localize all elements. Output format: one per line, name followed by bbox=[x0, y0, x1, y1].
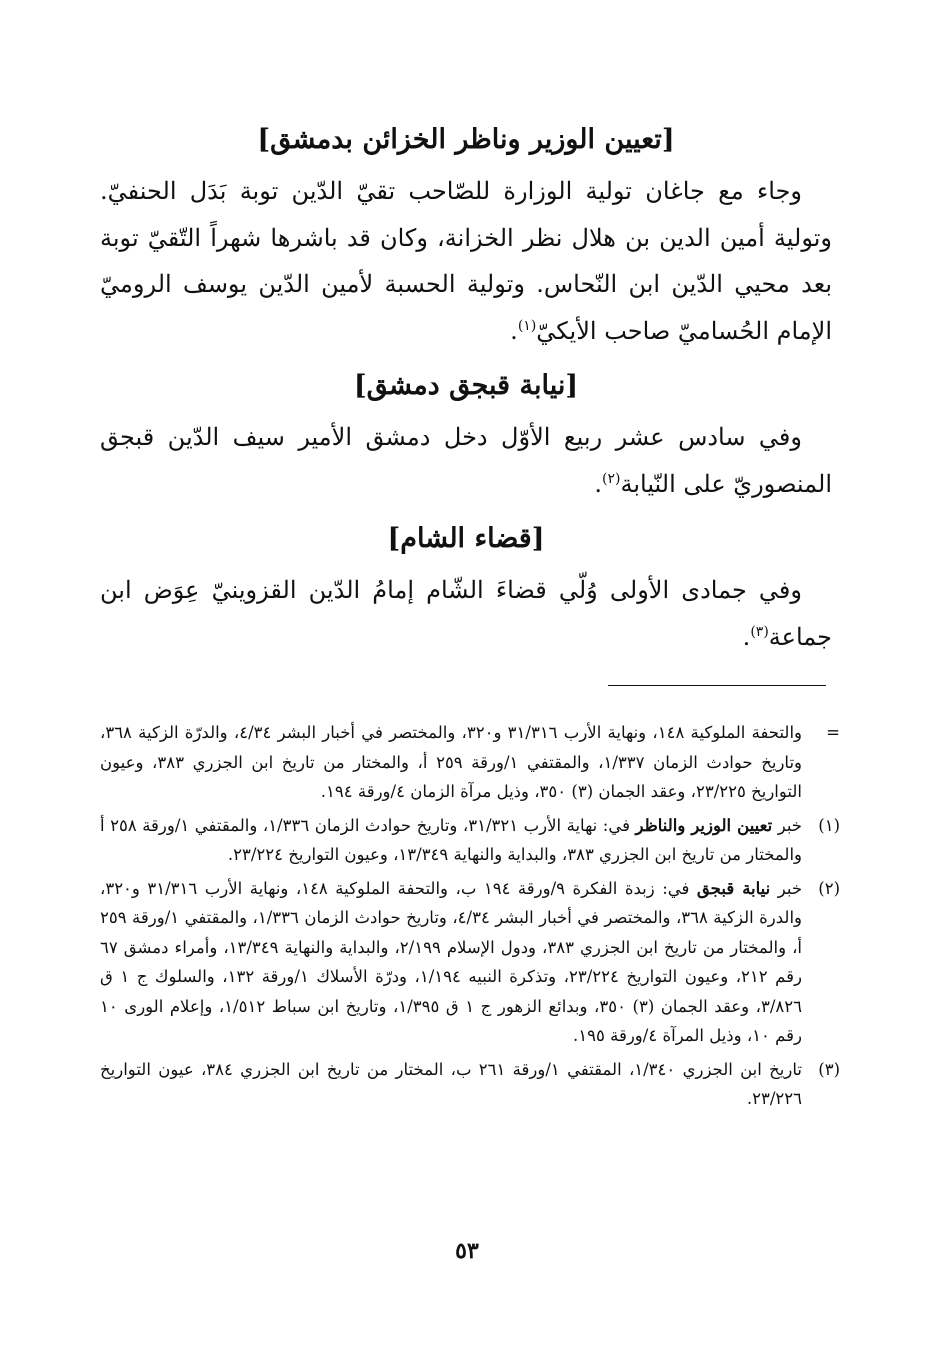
footnote-marker: (٣) bbox=[818, 1059, 840, 1079]
section-paragraph bbox=[100, 168, 832, 354]
paragraph-text: وفي سادس عشر ربيع الأوّل دخل دمشق الأمير سيف الدّين قبجق المنصوريّ على النّيابة bbox=[100, 423, 832, 498]
paragraph-text: وجاء مع جاغان تولية الوزارة للصّاحب تقيّ الدّين توبة بَدَل الحنفيّ. وتولية أمين الدين بن هلال نظر الخزانة، وكان قد باشرها شهراً التّقيّ توبة بعد محيي الدّين ابن النّحاس. وتولية الحسبة لأمين الدّين يوسف الروميّ الإمام الحُساميّ صاحب الأيكيّ bbox=[100, 177, 832, 345]
paragraph-end: . bbox=[594, 469, 602, 498]
footnote-topic: تعيين الوزير والناظر bbox=[635, 815, 773, 835]
footnote-1 bbox=[100, 811, 840, 870]
section-heading: [نيابة قبجق دمشق] bbox=[353, 370, 579, 401]
footnotes bbox=[100, 718, 840, 1118]
footnote-2 bbox=[100, 874, 840, 1051]
footnote-3 bbox=[100, 1055, 840, 1114]
footnote-reference[interactable]: (٣) bbox=[750, 623, 769, 640]
paragraph-end: . bbox=[742, 622, 751, 651]
section-paragraph bbox=[100, 414, 832, 507]
footnote-marker: (١) bbox=[818, 815, 840, 835]
footnote-separator bbox=[608, 685, 826, 686]
section-paragraph bbox=[100, 567, 832, 660]
footnote-text: والتحفة الملوكية ١٤٨، ونهاية الأرب ٣١/٣١٦ و٣٢٠، والمختصر في أخبار البشر ٤/٣٤، والدرّة الزكية ٣٦٨، وتاريخ حوادث الزمان ١/٣٣٧، والمقتفي ١/ورقة ٢٥٩ أ، والمختار من تاريخ ابن الجزري ٣٨٣، وعيون التواريخ ٢٣/٢٢٥، وعقد الجمان (٣) ٣٥٠، وذيل مرآة الزمان ٤/ورقة ١٩٤. bbox=[100, 723, 803, 801]
footnote-marker: (٢) bbox=[818, 878, 840, 898]
main-text bbox=[100, 120, 832, 672]
footnote-sources: في: زبدة الفكرة ٩/ورقة ١٩٤ ب، والتحفة الملوكية ١٤٨، ونهاية الأرب ٣١/٣١٦ و٣٢٠، والدرة الزكية ٣٦٨، والمختصر في أخبار البشر ٤/٣٤، وتاريخ حوادث الزمان ١/٣٣٦، والمقتفي ١/ورقة ٢٥٩ أ، والمختار من تاريخ ابن الجزري ٣٨٣، ودول الإسلام ٢/١٩٩، والبداية والنهاية ١٣/٣٤٩، وأمراء دمشق ٦٧ رقم ٢١٢، وعيون التواريخ ٢٣/٢٢٤، وتذكرة النبيه ١/١٩٤، ودرّة الأسلاك ١/ورقة ١٣٢، والسلوك ج ١ ق ٣/٨٢٦، وعقد الجمان (٣) ٣٥٠، وبدائع الزهور ج ١ ق ١/٣٩٥، وتاريخ ابن سباط ١/٥١٢، وإعلام الورى ١٠ رقم ١٠، وذيل المرآة ٤/ورقة ١٩٥. bbox=[100, 878, 803, 1045]
footnote-text bbox=[100, 811, 802, 870]
footnote-lead: خبر bbox=[777, 878, 803, 898]
footnote-continuation bbox=[100, 718, 840, 807]
section-heading: [قضاء الشام] bbox=[387, 523, 545, 554]
footnote-lead: خبر bbox=[777, 815, 803, 835]
paragraph-text: وفي جمادى الأولى وُلّي قضاءَ الشّام إمامُ الدّين القزوينيّ عِوَض ابن جماعة bbox=[100, 576, 832, 651]
footnote-reference[interactable]: (٢) bbox=[601, 470, 621, 487]
page-number: ٥٣ bbox=[455, 1238, 479, 1264]
paragraph-end: . bbox=[510, 316, 518, 345]
footnote-sources: في: نهاية الأرب ٣١/٣٢١، وتاريخ حوادث الزمان ١/٣٣٦، والمقتفي ١/ورقة ٢٥٨ أ والمختار من تاريخ ابن الجزري ٣٨٣، والبداية والنهاية ١٣/٣٤٩، وعيون التواريخ ٢٣/٢٢٤. bbox=[100, 815, 802, 864]
footnote-text: تاريخ ابن الجزري ١/٣٤٠، المقتفي ١/ورقة ٢٦١ ب، المختار من تاريخ ابن الجزري ٣٨٤، عيون التواريخ ٢٣/٢٢٦. bbox=[100, 1059, 802, 1108]
footnote-topic: نيابة قبجق bbox=[696, 878, 771, 898]
footnote-text bbox=[100, 874, 802, 1051]
section-heading: [تعيين الوزير وناظر الخزائن بدمشق] bbox=[257, 124, 675, 155]
footnote-marker: = bbox=[826, 723, 840, 742]
footnote-reference[interactable]: (١) bbox=[517, 317, 537, 334]
